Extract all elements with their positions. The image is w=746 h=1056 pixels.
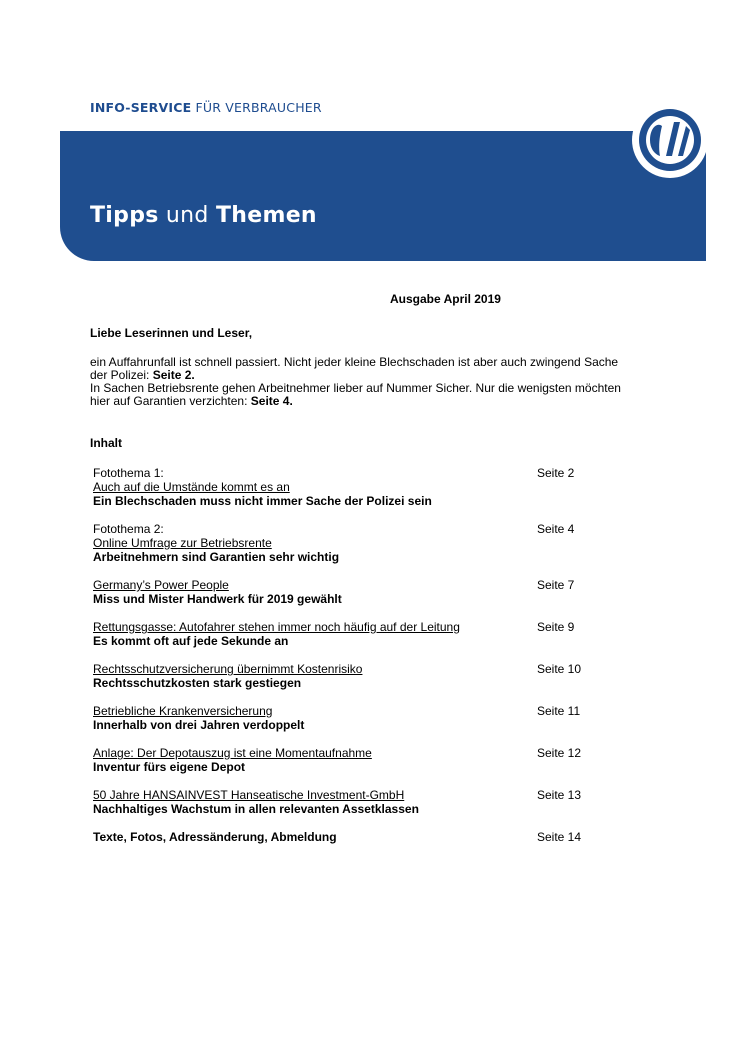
issue-date: Ausgabe April 2019 [390, 292, 501, 306]
title-tipps: Tipps [90, 203, 159, 228]
toc-entry-1 [93, 466, 593, 508]
toc-entry-8 [93, 788, 593, 816]
toc-link[interactable]: Rechtsschutzversicherung übernimmt Kostenrisiko [93, 662, 363, 676]
toc-headline: Ein Blechschaden muss nicht immer Sache der Polizei sein [93, 494, 432, 508]
toc-page: Seite 13 [537, 788, 582, 802]
toc-page: Seite 12 [537, 746, 582, 760]
toc-link[interactable]: Betriebliche Krankenversicherung [93, 704, 273, 718]
toc-headline: Inventur fürs eigene Depot [93, 760, 246, 774]
toc-headline: Rechtsschutzkosten stark gestiegen [93, 676, 302, 690]
toc-entry-9 [93, 830, 593, 844]
intro-p1-text: ein Auffahrunfall ist schnell passiert. Nicht jeder kleine Blechschaden ist aber auch zwingend Sache der Polizei: [90, 355, 619, 382]
toc-link[interactable]: 50 Jahre HANSAINVEST Hanseatische Investment-GmbH [93, 788, 405, 802]
toc-entry-7 [93, 746, 593, 774]
toc-page: Seite 9 [537, 620, 575, 634]
title-themen: Themen [215, 203, 317, 228]
toc-page: Seite 4 [537, 522, 575, 536]
toc-headline: Es kommt oft auf jede Sekunde an [93, 634, 289, 648]
brand-bold: INFO-SERVICE [90, 100, 192, 115]
toc-link[interactable]: Germany’s Power People [93, 578, 229, 592]
toc-entry-4 [93, 620, 593, 648]
header-banner [60, 131, 706, 261]
toc-headline: Miss und Mister Handwerk für 2019 gewählt [93, 592, 342, 606]
toc-page: Seite 14 [537, 830, 582, 844]
intro-paragraph-1 [90, 356, 630, 382]
toc-kicker: Fotothema 1: [93, 466, 164, 480]
intro-p1-ref: Seite 2. [152, 368, 195, 382]
brand-line [90, 100, 322, 115]
intro-paragraph-2 [90, 382, 630, 408]
toc-page: Seite 11 [537, 704, 581, 718]
toc-link[interactable]: Rettungsgasse: Autofahrer stehen immer noch häufig auf der Leitung [93, 620, 460, 634]
toc-entry-3 [93, 578, 593, 606]
toc-kicker: Fotothema 2: [93, 522, 164, 536]
toc-headline: Nachhaltiges Wachstum in allen relevanten Assetklassen [93, 802, 419, 816]
intro-p2-ref: Seite 4. [250, 394, 293, 408]
intro-p2-text: In Sachen Betriebsrente gehen Arbeitnehmer lieber auf Nummer Sicher. Nur die wenigsten möchten hier auf Garantien verzichten: [90, 381, 621, 408]
intro-text [90, 356, 630, 408]
table-of-contents [93, 466, 593, 858]
toc-link[interactable]: Anlage: Der Depotauszug ist eine Momentaufnahme [93, 746, 372, 760]
signal-iduna-logo-icon [630, 100, 710, 180]
toc-link[interactable]: Online Umfrage zur Betriebsrente [93, 536, 272, 550]
toc-entry-5 [93, 662, 593, 690]
toc-headline: Innerhalb von drei Jahren verdoppelt [93, 718, 305, 732]
toc-headline: Arbeitnehmern sind Garantien sehr wichtig [93, 550, 340, 564]
toc-link[interactable]: Auch auf die Umstände kommt es an [93, 480, 290, 494]
title-und: und [158, 203, 216, 228]
brand-rest: FÜR VERBRAUCHER [191, 100, 322, 115]
toc-entry-2 [93, 522, 593, 564]
greeting: Liebe Leserinnen und Leser, [90, 326, 253, 340]
banner-title [90, 203, 317, 228]
toc-headline: Texte, Fotos, Adressänderung, Abmeldung [93, 830, 337, 844]
toc-page: Seite 7 [537, 578, 575, 592]
toc-entry-6 [93, 704, 593, 732]
toc-page: Seite 10 [537, 662, 582, 676]
contents-heading: Inhalt [90, 436, 122, 450]
toc-page: Seite 2 [537, 466, 575, 480]
